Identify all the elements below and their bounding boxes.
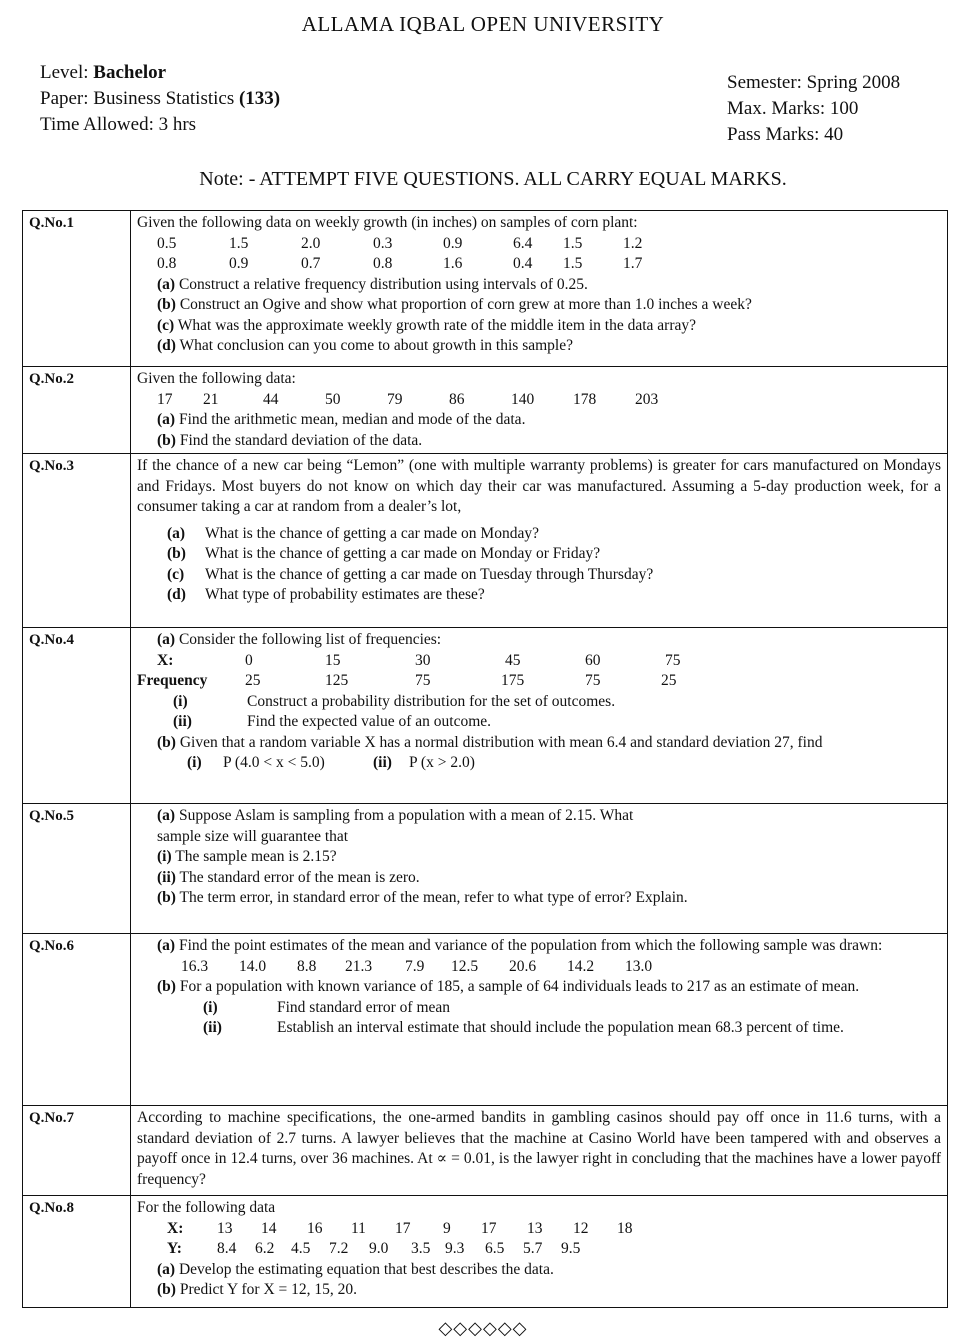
data-value: 9.3 — [445, 1240, 465, 1257]
sub-question-key: (d) — [157, 337, 176, 354]
data-value: 12.5 — [451, 957, 479, 975]
sub-question-key: (i) — [173, 692, 188, 710]
question-body — [131, 934, 948, 1106]
data-value: 14.0 — [239, 957, 267, 975]
sub-question — [137, 868, 941, 889]
data-value: 7.2 — [329, 1240, 349, 1257]
question-body — [131, 1196, 948, 1308]
sub-question — [137, 847, 941, 868]
data-value: 9.5 — [561, 1240, 581, 1257]
data-value: 14.2 — [567, 957, 595, 975]
data-value: 6.5 — [485, 1240, 505, 1257]
data-value: 0.8 — [157, 255, 177, 272]
sub-question — [137, 712, 941, 733]
question-intro: Given the following data: — [137, 370, 296, 387]
data-value: 44 — [263, 390, 279, 408]
x-label: X: — [167, 1219, 184, 1237]
data-row — [137, 390, 941, 411]
exam-info-right — [727, 70, 900, 148]
sub-question-key: (b) — [157, 978, 176, 995]
data-value: 3.5 — [411, 1240, 431, 1257]
question-intro: Given the following data on weekly growth (in inches) on samples of corn plant: — [137, 214, 638, 231]
question-row — [23, 628, 948, 804]
sub-question — [137, 936, 941, 957]
data-value: 17 — [395, 1219, 411, 1237]
question-number: Q.No.7 — [23, 1106, 131, 1196]
question-row — [23, 367, 948, 454]
data-value: 16.3 — [181, 957, 209, 975]
sub-question — [137, 316, 941, 337]
sub-question — [137, 565, 941, 586]
sub-question-text: What is the chance of getting a car made on Monday or Friday? — [205, 545, 601, 562]
sub-question-key: (i) — [203, 998, 218, 1016]
data-value: 15 — [325, 651, 341, 669]
sub-question — [137, 998, 941, 1019]
sub-question-key: (a) — [157, 631, 176, 648]
sub-question-text: The standard error of the mean is zero. — [175, 868, 420, 886]
data-value: 0.7 — [301, 255, 321, 272]
sub-question-text: Construct an Ogive and show what proportion of corn grew at more than 1.0 inches a week? — [175, 296, 752, 313]
sub-question — [137, 888, 941, 909]
question-body — [131, 628, 948, 804]
sub-question-key: (b) — [157, 296, 176, 313]
sub-question-key: (ii) — [173, 713, 192, 730]
sub-question-text: Find the point estimates of the mean and variance of the population from which the following sample was drawn: — [175, 937, 883, 954]
data-value: 9 — [443, 1219, 451, 1237]
x-values-row — [137, 1219, 941, 1240]
data-value: 60 — [585, 651, 601, 669]
data-value: 75 — [415, 672, 431, 689]
y-label: Y: — [167, 1240, 182, 1257]
sub-question-text: Establish an interval estimate that should include the population mean 68.3 percent of time. — [277, 1019, 844, 1036]
sub-question-text: Predict Y for X = 12, 15, 20. — [175, 1281, 358, 1298]
sub-question-text: Consider the following list of frequencies: — [175, 631, 442, 648]
sub-question-key: (ii) — [203, 1019, 222, 1036]
sub-question-key: (i) — [187, 754, 202, 771]
data-value: 20.6 — [509, 957, 537, 975]
question-body: According to machine specifications, the one-armed bandits in gambling casinos should pay off once in 11.6 turns, with a standard deviation of 2.7 turns. A lawyer believes that the machine at Casino World have been tampered with and observes a payoff once in 12.4 turns, over 36 machines. At ∝ = 0.01, is the lawyer right in concluding that the machines have a lower payoff frequency? — [131, 1106, 948, 1196]
data-value: 13.0 — [625, 957, 653, 975]
sub-question-text: Find the expected value of an outcome. — [247, 713, 492, 730]
sub-question — [137, 275, 941, 296]
question-row — [23, 454, 948, 628]
data-value: 6.4 — [513, 234, 533, 252]
level-label: Level: — [40, 62, 94, 83]
question-number: Q.No.2 — [23, 367, 131, 454]
level-line — [40, 60, 280, 86]
frequency-row — [137, 671, 941, 692]
university-title: ALLAMA IQBAL OPEN UNIVERSITY — [301, 12, 665, 36]
sub-question-key: (a) — [157, 275, 176, 293]
question-number: Q.No.1 — [23, 211, 131, 367]
sub-question — [137, 524, 941, 545]
sub-question — [137, 585, 941, 606]
data-value: 75 — [665, 651, 681, 669]
data-value: 0.5 — [157, 234, 177, 252]
data-value: 86 — [449, 390, 465, 408]
data-value: 1.5 — [563, 255, 583, 272]
question-row — [23, 1106, 948, 1196]
data-value: 4.5 — [291, 1240, 311, 1257]
question-row — [23, 211, 948, 367]
sub-question-key: (a) — [167, 524, 186, 542]
sub-question-key: (ii) — [373, 754, 392, 771]
sub-question-key: (i) — [157, 848, 172, 865]
pass-marks-line: Pass Marks: 40 — [727, 124, 844, 145]
x-values-row — [137, 651, 941, 672]
sub-question — [137, 977, 941, 998]
sub-question — [137, 753, 941, 774]
sub-question-key: (b) — [157, 733, 176, 751]
sub-question — [137, 630, 941, 651]
data-value: 17 — [481, 1219, 497, 1237]
data-value: 13 — [217, 1219, 233, 1237]
data-value: 79 — [387, 390, 403, 408]
question-body — [131, 367, 948, 454]
sub-question — [137, 1018, 941, 1039]
data-value: 203 — [635, 390, 659, 408]
data-row — [137, 234, 941, 255]
time-line: Time Allowed: 3 hrs — [40, 114, 197, 135]
sub-question-text: What type of probability estimates are these? — [205, 586, 485, 603]
question-number: Q.No.4 — [23, 628, 131, 804]
level-value: Bachelor — [93, 62, 167, 83]
sub-question-text: P (4.0 < x < 5.0) — [223, 754, 325, 771]
data-value: 1.5 — [563, 234, 583, 252]
paper-line — [40, 86, 280, 112]
sub-question-text: P (x > 2.0) — [409, 754, 475, 771]
question-body — [131, 454, 948, 628]
sub-question-key: (b) — [157, 1281, 176, 1298]
data-value: 0 — [245, 651, 253, 669]
data-value: 7.9 — [405, 957, 425, 975]
sub-question-key: (a) — [157, 937, 176, 954]
question-number: Q.No.8 — [23, 1196, 131, 1308]
data-value: 175 — [501, 672, 525, 689]
x-label: X: — [157, 651, 174, 669]
data-value: 45 — [505, 651, 521, 669]
sub-question-key: (c) — [157, 316, 175, 334]
sub-question-text: What was the approximate weekly growth rate of the middle item in the data array? — [174, 316, 696, 334]
sub-question-key: (c) — [167, 565, 185, 583]
data-value: 30 — [415, 651, 431, 669]
sub-question-text: The sample mean is 2.15? — [171, 848, 337, 865]
paper-label: Paper: Business Statistics — [40, 88, 239, 109]
data-value: 125 — [325, 672, 349, 689]
data-value: 17 — [157, 390, 173, 408]
sub-question — [137, 295, 941, 316]
data-value: 6.2 — [255, 1240, 275, 1257]
data-value: 0.3 — [373, 234, 393, 252]
data-value: 8.8 — [297, 957, 317, 975]
sub-question-text: Find the arithmetic mean, median and mode of the data. — [175, 411, 526, 428]
sub-question — [137, 336, 941, 357]
question-intro: If the chance of a new car being “Lemon” (one with multiple warranty problems) is greater for cars manufactured on Mondays and Fridays. Most buyers do not know on which day their car was manufactured. Assuming a 5-day production week, for a consumer taking a car at random from a dealer’s lot, — [137, 457, 941, 515]
sub-question-key: (b) — [157, 431, 176, 449]
question-body — [131, 804, 948, 934]
data-value: 1.6 — [443, 255, 463, 272]
sub-question — [137, 1260, 941, 1281]
y-values-row — [137, 1239, 941, 1260]
questions-table — [22, 210, 948, 1308]
data-value: 178 — [573, 390, 597, 408]
data-value: 16 — [307, 1219, 323, 1237]
instructions-note: Note: - ATTEMPT FIVE QUESTIONS. ALL CARRY EQUAL MARKS. — [199, 168, 787, 190]
sub-question-key: (a) — [157, 1260, 176, 1278]
sub-question-text: Find the standard deviation of the data. — [175, 431, 423, 449]
data-value: 0.9 — [229, 255, 249, 272]
question-number: Q.No.5 — [23, 804, 131, 934]
sub-question-key: (b) — [167, 545, 186, 562]
data-row — [137, 957, 941, 978]
data-value: 75 — [585, 672, 601, 689]
data-value: 1.5 — [229, 234, 249, 252]
semester-line: Semester: Spring 2008 — [727, 72, 901, 93]
question-number: Q.No.6 — [23, 934, 131, 1106]
data-value: 1.2 — [623, 234, 643, 252]
exam-info-left — [40, 60, 280, 138]
data-value: 8.4 — [217, 1240, 237, 1257]
sub-question-text: The term error, in standard error of the mean, refer to what type of error? Explain. — [175, 889, 688, 906]
sub-question-text: What conclusion can you come to about growth in this sample? — [175, 337, 573, 354]
data-value: 13 — [527, 1219, 543, 1237]
max-marks-line: Max. Marks: 100 — [727, 98, 859, 119]
data-value: 0.4 — [513, 255, 533, 272]
sub-question-text: Find standard error of mean — [277, 998, 451, 1016]
question-row — [23, 934, 948, 1106]
sub-question-text: Construct a probability distribution for the set of outcomes. — [247, 692, 616, 710]
question-row — [23, 1196, 948, 1308]
data-value: 1.7 — [623, 255, 643, 272]
data-value: 12 — [573, 1219, 589, 1237]
sub-question-key: (b) — [157, 889, 176, 906]
sub-question — [137, 431, 941, 452]
data-value: 21 — [203, 390, 219, 408]
sub-question — [137, 410, 941, 431]
frequency-label: Frequency — [137, 672, 208, 689]
data-value: 9.0 — [369, 1240, 389, 1257]
sub-question — [137, 1280, 941, 1301]
question-row — [23, 804, 948, 934]
data-value: 0.8 — [373, 255, 393, 272]
data-value: 140 — [511, 390, 535, 408]
data-value: 11 — [351, 1219, 366, 1237]
data-value: 25 — [245, 672, 261, 689]
question-intro: For the following data — [137, 1199, 276, 1216]
sub-question — [137, 544, 941, 565]
sub-question-key: (a) — [157, 411, 176, 428]
sub-question — [137, 733, 941, 754]
data-value: 25 — [661, 672, 677, 689]
data-value: 2.0 — [301, 234, 321, 252]
sub-question-text: For a population with known variance of 185, a sample of 64 individuals leads to 217 as an estimate of mean. — [175, 978, 860, 995]
sub-question-key: (a) — [157, 807, 176, 824]
data-value: 21.3 — [345, 957, 373, 975]
data-row — [137, 254, 941, 275]
sub-question-text: Given that a random variable X has a normal distribution with mean 6.4 and standard deviation 27, find — [175, 733, 823, 751]
sub-question-key: (ii) — [157, 868, 176, 886]
sub-question-text: What is the chance of getting a car made on Tuesday through Thursday? — [205, 565, 654, 583]
data-value: 14 — [261, 1219, 277, 1237]
sub-question — [137, 806, 677, 847]
sub-question-text: Construct a relative frequency distribution using intervals of 0.25. — [175, 275, 588, 293]
sub-question-text: Develop the estimating equation that best describes the data. — [175, 1260, 554, 1278]
end-ornament: ◇◇◇◇◇◇ — [438, 1318, 528, 1338]
sub-question-text: Suppose Aslam is sampling from a population with a mean of 2.15. What sample size will guarantee that — [157, 807, 634, 845]
paper-code: (133) — [238, 88, 281, 109]
data-value: 50 — [325, 390, 341, 408]
sub-question-key: (d) — [167, 586, 186, 603]
question-number: Q.No.3 — [23, 454, 131, 628]
sub-question-text: What is the chance of getting a car made on Monday? — [205, 524, 539, 542]
data-value: 18 — [617, 1219, 633, 1237]
sub-question — [137, 692, 941, 713]
question-body — [131, 211, 948, 367]
data-value: 5.7 — [523, 1240, 543, 1257]
data-value: 0.9 — [443, 234, 463, 252]
